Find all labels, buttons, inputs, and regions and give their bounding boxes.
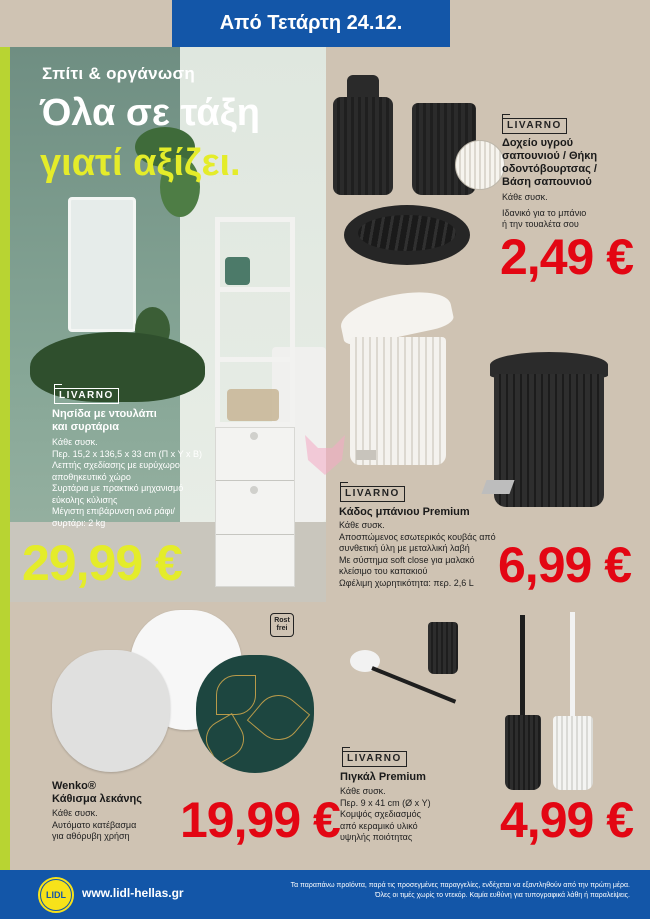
shelf-title-line: και συρτάρια <box>52 421 120 433</box>
shelf-cabinet-product <box>215 217 295 602</box>
shelf-details <box>52 437 202 529</box>
date-banner: Από Τετάρτη 24.12. <box>172 0 450 47</box>
shelf-detail-line: Μέγιστη επιβάρυνση ανά ράφι/ <box>52 506 175 516</box>
dispenser-body <box>333 97 393 195</box>
drawer-divider <box>216 480 294 481</box>
drawer-stack <box>215 427 295 587</box>
hero-title-line1: Όλα σε τάξη <box>40 92 260 134</box>
shelf-price: 29,99 € <box>22 535 182 591</box>
badge-line: frei <box>276 625 288 632</box>
shelf-board <box>215 217 295 222</box>
shelf-title-line: Νησίδα με ντουλάπι <box>52 408 157 420</box>
brush-detail-line: υψηλής ποιότητας <box>340 832 413 842</box>
shelf-detail-line: εύκολης κύλισης <box>52 494 118 505</box>
seat-price: 19,99 € <box>180 792 340 848</box>
bin-detail-line: Ωφέλιμη χωρητικότητα: περ. 2,6 L <box>339 577 474 588</box>
brush-holder-small <box>428 622 458 674</box>
brush-title-line: Πιγκάλ Premium <box>340 771 426 783</box>
seat-details <box>52 808 136 843</box>
bath-set-title-line: σαπουνιού / Θήκη <box>502 150 598 162</box>
bin-body <box>350 337 446 465</box>
bin-details <box>339 520 496 589</box>
brush-detail-line: Κάθε συσκ. <box>340 786 386 796</box>
rostfrei-badge <box>270 613 294 637</box>
fox-watermark-icon <box>300 430 350 480</box>
footer-disclaimer <box>270 881 630 901</box>
brand-logo-livarno: LIVARNO <box>54 388 119 404</box>
shelf-detail-line: Συρτάρια με πρακτικό μηχανισμό <box>52 483 184 493</box>
hero-title-line2: γιατί αξίζει. <box>40 142 241 184</box>
color-variant-swatch <box>455 140 505 190</box>
bin-pedal <box>356 450 376 460</box>
website-link[interactable]: www.lidl-hellas.gr <box>82 886 184 900</box>
brush-title <box>340 771 426 784</box>
bin-detail-line: κλείσιμο του καπακιού <box>339 566 428 576</box>
bin-title-line: Κάδος μπάνιου Premium <box>339 506 470 518</box>
bath-set-detail-line: Ιδανικό για το μπάνιο <box>502 207 587 218</box>
shelf-detail-line: Περ. 15,2 x 136,5 x 33 cm (Π x Υ x Β) <box>52 448 203 459</box>
loose-brush-icon <box>350 650 416 670</box>
grey-toilet-seat <box>52 650 170 772</box>
black-toilet-brush-product <box>505 615 541 790</box>
seat-title-line: Κάθισμα λεκάνης <box>52 793 142 805</box>
lidl-logo[interactable] <box>38 877 74 913</box>
drawer-divider <box>216 534 294 535</box>
brush-detail-line: Περ. 9 x 41 cm (Ø x Υ) <box>340 797 431 808</box>
brush-price: 4,99 € <box>500 792 634 848</box>
wall-mirror-cabinet <box>68 197 136 332</box>
bin-price: 6,99 € <box>498 537 632 593</box>
seat-title <box>52 780 142 806</box>
bin-detail-line: συνθετική ύλη με μεταλλική λαβή <box>339 543 470 553</box>
bath-set-detail-line: ή την τουαλέτα σου <box>502 219 579 229</box>
drawer-knob-icon <box>250 432 258 440</box>
disclaimer-line: Τα παραπάνω προϊόντα, παρά τις προσεγμένες παραγγελίες, ενδέχεται να εξαντληθούν από την πρώτη μέρα. <box>290 882 630 889</box>
black-bin-product <box>490 352 608 507</box>
bin-title <box>339 506 470 519</box>
bath-set-details <box>502 192 586 231</box>
brand-logo-livarno: LIVARNO <box>342 751 407 767</box>
bin-detail-line: Με σύστημα soft close για μαλακό <box>339 554 475 565</box>
brush-detail-line: Κομψός σχεδιασμός <box>340 809 421 819</box>
bath-set-price: 2,49 € <box>500 229 634 285</box>
bin-pedal <box>481 480 514 494</box>
seat-detail-line: Αυτόματο κατέβασμα <box>52 819 137 830</box>
lidl-logo-text: LIDL <box>41 880 71 910</box>
seat-brand: Wenko® <box>52 780 96 792</box>
brush-holder <box>553 716 593 790</box>
shelf-board <box>215 287 295 292</box>
brush-stick <box>520 615 525 725</box>
storage-jar-icon <box>225 257 250 285</box>
brush-details <box>340 786 431 844</box>
bath-set-detail-line: Κάθε συσκ. <box>502 192 548 202</box>
brush-detail-line: από κεραμικό υλικό <box>340 820 418 831</box>
bin-detail-line: Κάθε συσκ. <box>339 520 385 530</box>
seat-detail-line: για αθόρυβη χρήση <box>52 831 130 841</box>
bath-set-title <box>502 137 597 189</box>
bath-set-title-line: οδοντόβουρτσας / <box>502 163 597 175</box>
shelf-detail-line: Λεπτής σχεδίασης με ευρύχωρο <box>52 460 180 470</box>
bin-detail-line: Αποσπώμενος εσωτερικός κουβάς από <box>339 531 496 542</box>
brand-logo-livarno: LIVARNO <box>502 118 567 134</box>
green-edge-stripe <box>0 0 10 919</box>
leaf-pattern <box>216 675 256 715</box>
storage-jar-icon <box>227 389 279 421</box>
drawer-knob-icon <box>250 486 258 494</box>
bath-set-title-line: Βάση σαπουνιού <box>502 176 592 188</box>
shelf-board <box>215 357 295 362</box>
brand-logo-livarno: LIVARNO <box>340 486 405 502</box>
leaf-pattern <box>199 713 251 765</box>
white-bin-product <box>350 295 446 465</box>
badge-line: Rost <box>274 617 290 624</box>
leaf-pattern <box>247 686 310 749</box>
shelf-title <box>52 408 157 434</box>
shelf-detail-line: συρτάρι: 2 kg <box>52 517 106 528</box>
hero-kicker: Σπίτι & οργάνωση <box>42 64 196 83</box>
shelf-detail-line: αποθηκευτικό χώρο <box>52 471 131 482</box>
white-toilet-brush-product <box>553 612 593 790</box>
brush-holder <box>505 715 541 790</box>
disclaimer-line: Όλες οι τιμές χωρίς το ντεκόρ. Καμία ευθύνη για τυπογραφικά λάθη ή παραλείψεις. <box>375 892 630 899</box>
shelf-detail-line: Κάθε συσκ. <box>52 437 98 447</box>
patterned-toilet-seat <box>196 655 314 773</box>
seat-detail-line: Κάθε συσκ. <box>52 808 98 818</box>
brush-stick <box>570 612 575 722</box>
dispenser-pump <box>347 75 379 99</box>
soap-dispenser-product <box>333 75 393 195</box>
soap-dish-product <box>344 205 470 265</box>
bath-set-title-line: Δοχείο υγρού <box>502 137 574 149</box>
